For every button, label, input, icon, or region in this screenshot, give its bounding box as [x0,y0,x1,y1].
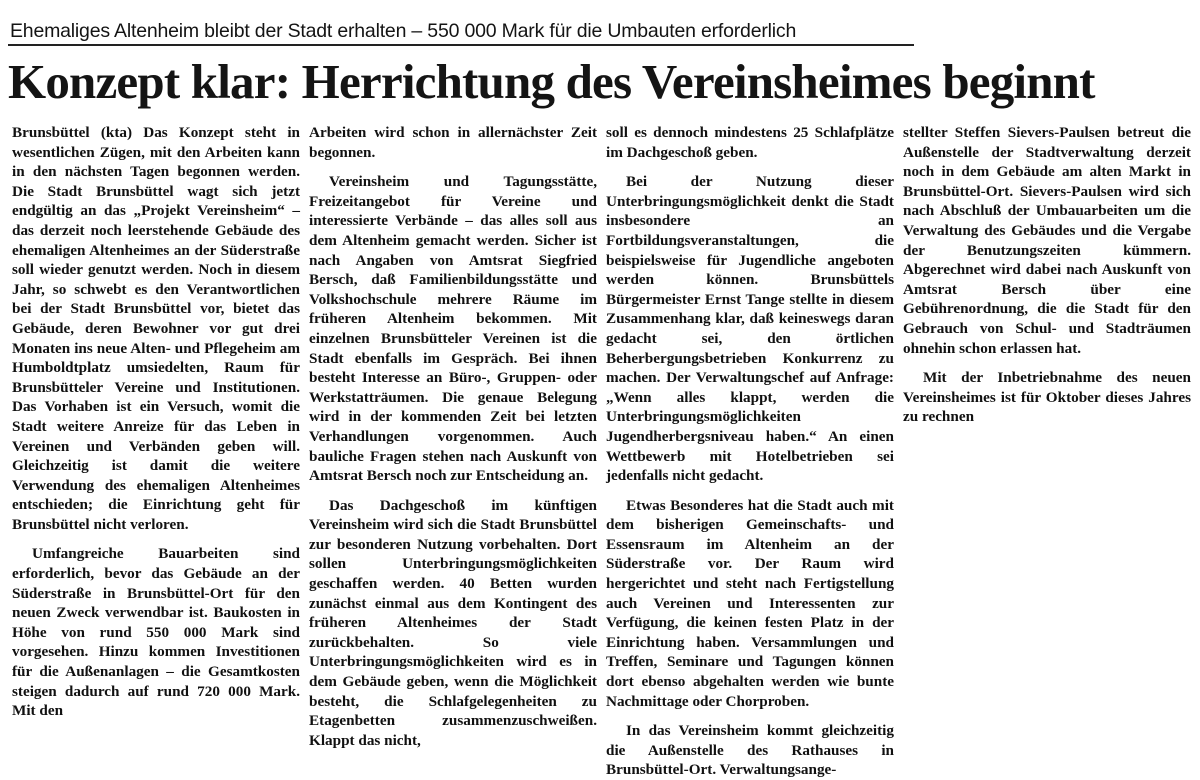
kicker-line: Ehemaliges Altenheim bleibt der Stadt erhalten – 550 000 Mark für die Umbauten erforderlich [10,20,797,42]
paragraph [12,123,300,534]
paragraph: Umfangreiche Bauarbeiten sind erforderlich, bevor das Gebäude an der Süderstraße in Brunsbüttel-Ort für den neuen Zweck verwendbar ist. Baukosten in Höhe von rund 550 000 Mark sind vorgesehen. Hinzu kommen Investitionen für die Außenanlagen – die Gesamtkosten steigen dadurch auf rund 720 000 Mark. Mit den [12,545,300,720]
paragraph: Mit der Inbetriebnahme des neuen Vereinsheimes ist für Oktober dieses Jahres zu rechnen [903,369,1191,426]
paragraph: Bei der Nutzung dieser Unterbringungsmöglichkeit denkt die Stadt insbesondere an Fortbildungsveranstaltungen, die beispielsweise für Jugendliche angeboten werden können. Brunsbüttels Bürgermeister Ernst Tange stellte in diesem Zusammenhang klar, daß keineswegs daran gedacht sei, den örtlichen Beherbergungsbetrieben Konkurrenz zu machen. Der Verwaltungschef auf Anfrage: „Wenn alles klappt, werden die Unterbringungsmöglichkeiten Jugendherbergsniveau haben.“ An einen Wettbewerb mit Hotelbetrieben sei jedenfalls nicht gedacht. [606,173,894,485]
headline: Konzept klar: Herrichtung des Vereinsheimes beginnt [8,54,1095,109]
article-column-2 [309,123,597,750]
article-column-1 [12,123,300,721]
paragraph: Arbeiten wird schon in allernächster Zeit begonnen. [309,124,597,161]
dateline: Brunsbüttel [12,124,90,141]
kicker-underline [8,44,914,46]
paragraph: Etwas Besonderes hat die Stadt auch mit dem bisherigen Gemeinschafts- und Essensraum im Altenheim an der Süderstraße vor. Der Raum wird hergerichtet und steht nach Fertigstellung auch Vereinen und Interessenten zur Verfügung, die keinen festen Platz in der Einrichtung haben. Versammlungen und Treffen, Seminare und Tagungen können dort ebenso abgehalten werden wie bunte Nachmittage oder Chorproben. [606,496,894,710]
paragraph: stellter Steffen Sievers-Paulsen betreut die Außenstelle der Stadtverwaltung derzeit noch in dem Gebäude am alten Markt in Brunsbüttel-Ort. Sievers-Paulsen wird sich nach Abschluß der Umbauarbeiten um die Verwaltung des Gebäudes und die Vergabe der Benutzungszeiten kümmern. Abgerechnet wird dabei nach Auskunft von Amtsrat Bersch über eine Gebührenordnung, die die Stadt für den Gebrauch von Schul- und Stadträumen ohnehin schon erlassen hat. [903,124,1191,357]
article-column-3 [606,123,894,780]
paragraph: soll es dennoch mindestens 25 Schlafplätze im Dachgeschoß geben. [606,124,894,161]
article-column-4 [903,123,1191,427]
paragraph-text: (kta) Das Konzept steht in wesentlichen Zügen, mit den Arbeiten kann in den nächsten Tagen begonnen werden. Die Stadt Brunsbüttel wagt sich jetzt endgültig an das „Projekt Vereinsheim“ – das derzeit noch leerstehende Gebäude des ehemaligen Altenheimes an der Süderstraße soll wieder genutzt werden. Noch in diesem Jahr, so schwebt es den Verantwortlichen bei der Stadt Brunsbüttel vor, bietet das Gebäude, deren Bewohner vor gut drei Monaten ins neue Alten- und Pflegeheim am Humboldtplatz umsiedelten, Raum für Brunsbütteler Vereine und Institutionen. Das Vorhaben ist ein Versuch, womit die Stadt weitere Anreize für das Leben in Vereinen und Verbänden geben will. Gleichzeitig ist damit die weitere Verwendung des ehemaligen Altenheimes entschieden; die Einrichtung geht für Brunsbüttel nicht verloren. [12,124,300,533]
paragraph: In das Vereinsheim kommt gleichzeitig die Außenstelle des Rathauses in Brunsbüttel-Ort. Verwaltungsange- [606,722,894,779]
paragraph: Vereinsheim und Tagungsstätte, Freizeitangebot für Vereine und interessierte Verbände – das alles soll aus dem Altenheim gemacht werden. Sicher ist nach Angaben von Amtsrat Siegfried Bersch, daß Familienbildungsstätte und Volkshochschule mehrere Räume im früheren Altenheim bekommen. Mit einzelnen Brunsbütteler Vereinen ist die Stadt ebenfalls im Gespräch. Bei ihnen besteht Interesse an Büro-, Gruppen- oder Werkstatträumen. Die genaue Belegung wird in der kommenden Zeit bei letzten Verhandlungen vorgenommen. Auch bauliche Fragen stehen nach Auskunft von Amtsrat Bersch noch zur Entscheidung an. [309,173,597,485]
paragraph: Das Dachgeschoß im künftigen Vereinsheim wird sich die Stadt Brunsbüttel zur besonderen Nutzung vorbehalten. Dort sollen Unterbringungsmöglichkeiten geschaffen werden. 40 Betten wurden zunächst einmal aus dem Kontingent des früheren Altenheimes der Stadt zurückbehalten. So viele Unterbringungsmöglichkeiten wird es in dem Gebäude geben, wenn die Möglichkeit besteht, die Schlafgelegenheiten zu Etagenbetten zusammenzuschweißen. Klappt das nicht, [309,496,597,749]
